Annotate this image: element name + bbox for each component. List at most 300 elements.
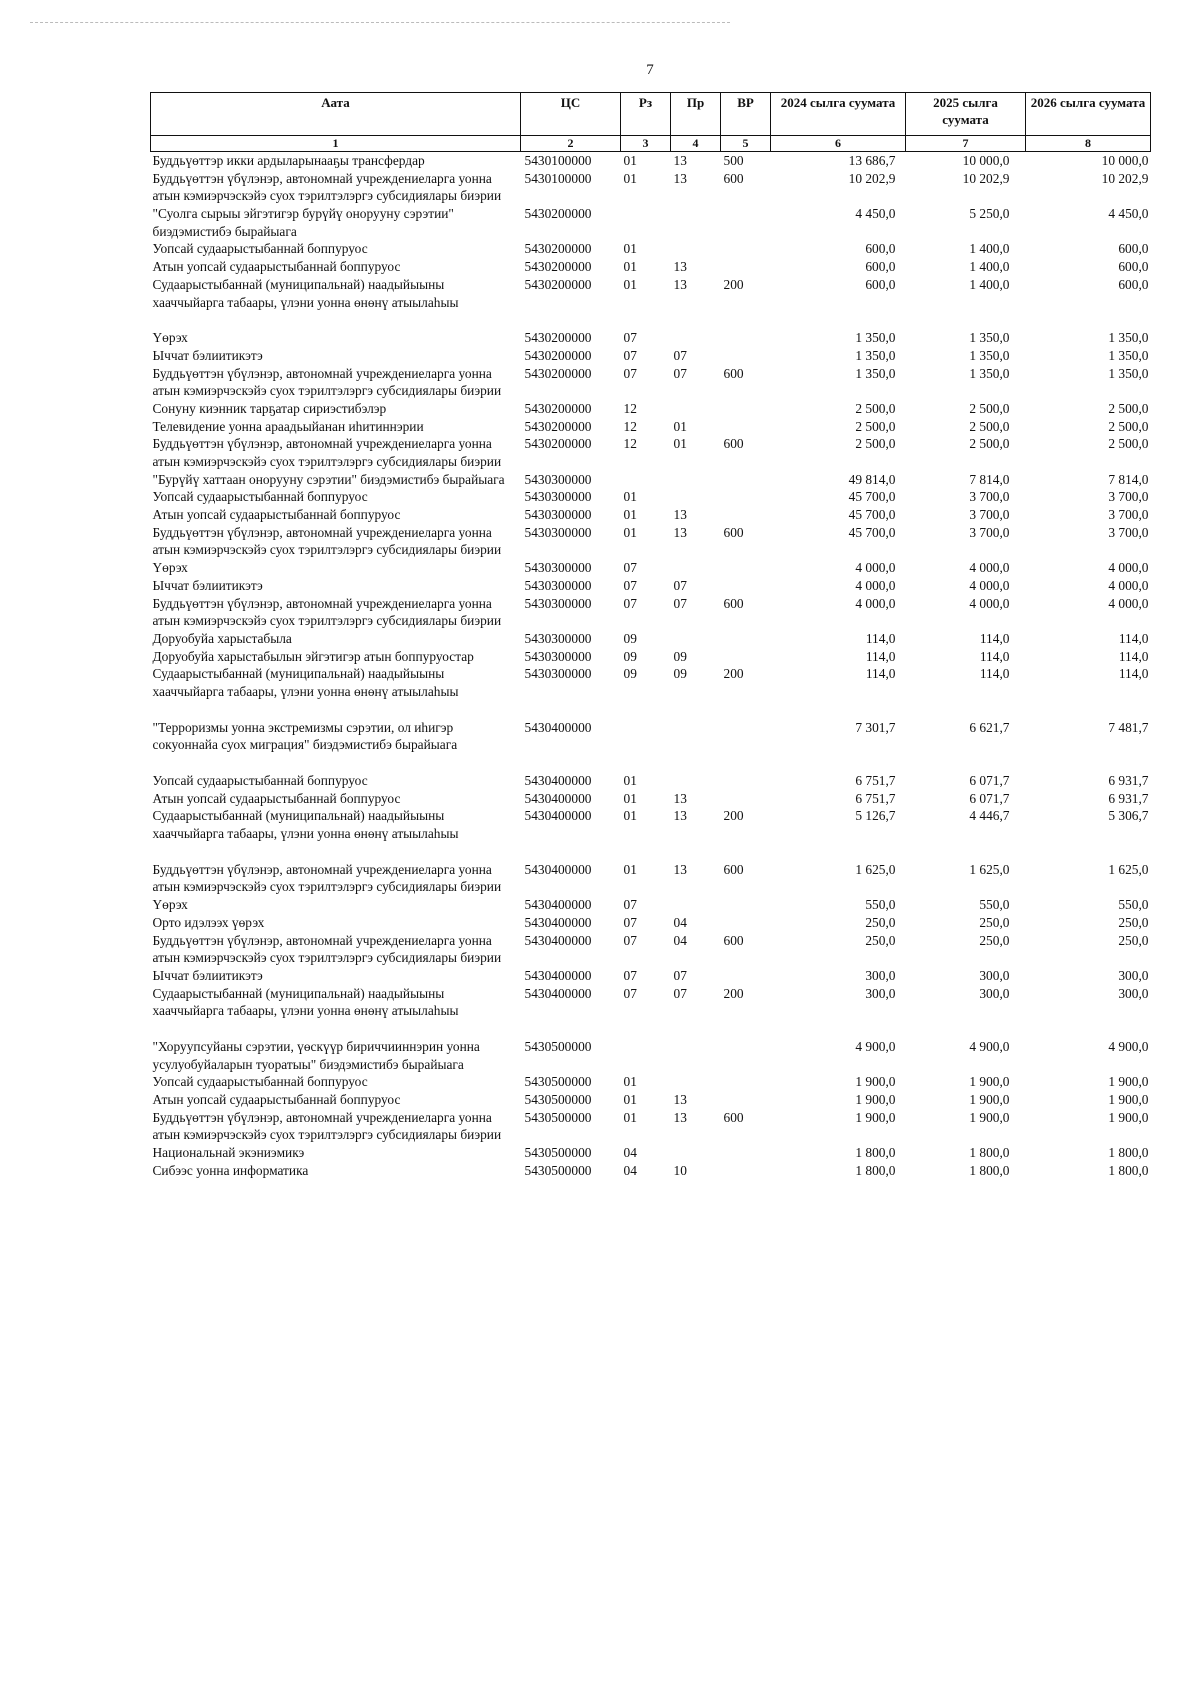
row-rz-code: 01 xyxy=(623,241,637,257)
row-name: Буддьүөттэн үбүлэнэр, автономнай учреждениеларга уонна атын кэмиэрчэскэйэ суох тэрилтэлэргэ субсидиялары биэрии xyxy=(152,595,502,629)
row-cs-code: 5430300000 xyxy=(524,489,592,505)
row-rz-code: 01 xyxy=(623,773,637,788)
row-name: Үөрэх xyxy=(152,330,188,346)
row-rz-code: 07 xyxy=(623,595,637,611)
row-vr-code: 600 xyxy=(723,365,744,381)
row-amount-2026: 300,0 xyxy=(1118,985,1149,1001)
row-pr-code: 13 xyxy=(673,507,687,523)
table-row xyxy=(151,400,1151,418)
row-vr-code: 200 xyxy=(723,666,744,682)
row-cs-code: 5430400000 xyxy=(524,967,592,983)
table-row xyxy=(151,1038,1151,1073)
row-rz-code: 07 xyxy=(623,897,637,913)
row-pr-code xyxy=(671,1073,721,1091)
row-pr-code: 09 xyxy=(673,648,687,664)
row-vr-code xyxy=(721,1073,771,1091)
row-pr-code: 13 xyxy=(673,170,687,186)
table-header xyxy=(151,93,1151,152)
row-amount-2024: 2 500,0 xyxy=(855,418,896,434)
row-cs-code: 5430200000 xyxy=(524,365,592,381)
column-number: 8 xyxy=(1026,136,1151,152)
row-amount-2024: 10 202,9 xyxy=(848,170,896,186)
table-row xyxy=(151,807,1151,860)
row-amount-2024: 1 900,0 xyxy=(855,1074,896,1090)
row-rz-code: 01 xyxy=(623,1109,637,1125)
row-amount-2024: 6 751,7 xyxy=(855,790,896,806)
row-cs-code: 5430200000 xyxy=(524,400,592,416)
column-number: 6 xyxy=(771,136,906,152)
row-amount-2026: 1 625,0 xyxy=(1108,861,1149,877)
row-vr-code: 200 xyxy=(723,276,744,292)
row-cs-code: 5430400000 xyxy=(524,773,592,788)
row-vr-code xyxy=(721,347,771,365)
row-amount-2026: 600,0 xyxy=(1118,259,1149,275)
row-rz-code: 07 xyxy=(623,967,637,983)
row-cs-code: 5430500000 xyxy=(524,1162,592,1178)
row-vr-code xyxy=(721,1144,771,1162)
header-name: Аата xyxy=(151,93,521,136)
table-row xyxy=(151,506,1151,524)
row-amount-2026: 10 202,9 xyxy=(1101,170,1149,186)
row-pr-code xyxy=(671,329,721,347)
row-amount-2025: 4 000,0 xyxy=(969,560,1010,576)
row-pr-code: 07 xyxy=(673,365,687,381)
row-amount-2025: 550,0 xyxy=(979,897,1010,913)
row-name: Судаарыстыбаннай (муниципальнай) наадыйыыны хааччыйарга табаары, үлэни уонна өнөнү атыылаhыы xyxy=(152,276,459,310)
row-name: Телевидение уонна араадьыйанан иhитиннэрии xyxy=(152,418,424,434)
row-amount-2024: 1 350,0 xyxy=(855,347,896,363)
row-rz-code: 01 xyxy=(623,276,637,292)
row-vr-code xyxy=(721,790,771,808)
row-cs-code: 5430500000 xyxy=(524,1074,592,1090)
row-vr-code xyxy=(721,1162,771,1180)
row-rz-code: 04 xyxy=(623,1145,637,1161)
row-amount-2026: 114,0 xyxy=(1118,648,1149,664)
row-cs-code: 5430300000 xyxy=(524,648,592,664)
row-amount-2024: 4 900,0 xyxy=(855,1038,896,1054)
row-cs-code: 5430300000 xyxy=(524,577,592,593)
row-cs-code: 5430200000 xyxy=(524,418,592,434)
table-row xyxy=(151,577,1151,595)
row-rz-code: 07 xyxy=(623,914,637,930)
row-amount-2026: 6 931,7 xyxy=(1108,790,1149,806)
row-rz-code: 01 xyxy=(623,153,637,168)
row-cs-code: 5430400000 xyxy=(524,897,592,913)
row-vr-code xyxy=(721,418,771,436)
row-amount-2024: 2 500,0 xyxy=(855,436,896,452)
row-name: Атын уопсай судаарыстыбаннай боппуруос xyxy=(152,1092,401,1107)
row-name: "Терроризмы уонна экстремизмы сэрэтии, ол иhигэр сокуоннайа суох миграция" биэдэмистибэ бырайыага xyxy=(152,719,458,753)
row-name: Буддьүөттэн үбүлэнэр, автономнай учреждениеларга уонна атын кэмиэрчэскэйэ суох тэрилтэлэргэ субсидиялары биэрии xyxy=(152,524,502,558)
row-cs-code: 5430200000 xyxy=(524,330,592,346)
row-vr-code: 500 xyxy=(723,153,744,168)
scan-artifact-line xyxy=(30,22,730,23)
row-amount-2024: 250,0 xyxy=(865,932,896,948)
row-amount-2026: 6 931,7 xyxy=(1108,773,1149,788)
row-amount-2024: 300,0 xyxy=(865,967,896,983)
row-rz-code: 07 xyxy=(623,365,637,381)
row-name: "Хоруупсуйаны сэрэтии, үөскүүр бириччииннэрин уонна усулуобуйаларын туоратыы" биэдэмистибэ бырайыага xyxy=(152,1038,480,1072)
row-name: Сибээс уонна информатика xyxy=(152,1162,309,1178)
column-number: 5 xyxy=(721,136,771,152)
row-rz-code: 01 xyxy=(623,1074,637,1090)
row-cs-code: 5430300000 xyxy=(524,471,592,487)
row-amount-2025: 4 000,0 xyxy=(969,595,1010,611)
row-amount-2026: 2 500,0 xyxy=(1108,400,1149,416)
row-amount-2024: 13 686,7 xyxy=(848,153,896,168)
row-amount-2026: 114,0 xyxy=(1118,630,1149,646)
row-cs-code: 5430200000 xyxy=(524,241,592,257)
row-vr-code xyxy=(721,577,771,595)
row-rz-code xyxy=(621,205,671,240)
row-pr-code: 13 xyxy=(673,153,687,168)
row-amount-2025: 1 350,0 xyxy=(969,347,1010,363)
row-name: Атын уопсай судаарыстыбаннай боппуруос xyxy=(152,259,401,275)
row-amount-2024: 600,0 xyxy=(865,241,896,257)
row-name: Судаарыстыбаннай (муниципальнай) наадыйыыны хааччыйарга табаары, үлэни уонна өнөнү атыылаhыы xyxy=(152,666,459,699)
column-number: 4 xyxy=(671,136,721,152)
table-row xyxy=(151,329,1151,347)
row-amount-2025: 3 700,0 xyxy=(969,489,1010,505)
row-amount-2025: 2 500,0 xyxy=(969,418,1010,434)
row-rz-code: 12 xyxy=(623,418,637,434)
row-vr-code: 600 xyxy=(723,170,744,186)
row-amount-2024: 4 000,0 xyxy=(855,595,896,611)
row-name: Уопсай судаарыстыбаннай боппуруос xyxy=(152,773,368,788)
row-name: Буддьүөттэн үбүлэнэр, автономнай учреждениеларга уонна атын кэмиэрчэскэйэ суох тэрилтэлэргэ субсидиялары биэрии xyxy=(152,932,502,966)
row-name: Буддьүөттэн үбүлэнэр, автономнай учреждениеларга уонна атын кэмиэрчэскэйэ суох тэрилтэлэргэ субсидиялары биэрии xyxy=(152,1109,502,1143)
row-amount-2025: 1 400,0 xyxy=(969,276,1010,292)
row-amount-2024: 1 350,0 xyxy=(855,330,896,346)
row-cs-code: 5430500000 xyxy=(524,1145,592,1161)
row-pr-code: 13 xyxy=(673,1092,687,1107)
row-vr-code xyxy=(721,1091,771,1109)
row-rz-code: 01 xyxy=(623,808,637,824)
row-rz-code: 09 xyxy=(623,666,637,682)
row-cs-code: 5430400000 xyxy=(524,861,592,877)
row-cs-code: 5430200000 xyxy=(524,436,592,452)
row-vr-code: 600 xyxy=(723,932,744,948)
table-row xyxy=(151,861,1151,896)
table-row xyxy=(151,648,1151,666)
row-amount-2024: 1 800,0 xyxy=(855,1162,896,1178)
row-vr-code: 200 xyxy=(723,985,744,1001)
row-amount-2026: 7 814,0 xyxy=(1108,471,1149,487)
header-pr: Пр xyxy=(671,93,721,136)
table-row xyxy=(151,1162,1151,1180)
row-rz-code xyxy=(621,471,671,489)
row-cs-code: 5430500000 xyxy=(524,1038,592,1054)
row-name: Буддьүөттэн үбүлэнэр, автономнай учреждениеларга уонна атын кэмиэрчэскэйэ суох тэрилтэлэргэ субсидиялары биэрии xyxy=(152,170,502,204)
table-row xyxy=(151,1144,1151,1162)
table-row xyxy=(151,896,1151,914)
row-amount-2024: 4 450,0 xyxy=(855,206,896,222)
row-amount-2024: 2 500,0 xyxy=(855,400,896,416)
budget-table-container xyxy=(150,92,1150,1179)
row-amount-2025: 2 500,0 xyxy=(969,436,1010,452)
row-amount-2024: 550,0 xyxy=(865,897,896,913)
row-pr-code xyxy=(671,719,721,772)
table-row xyxy=(151,152,1151,170)
row-amount-2026: 3 700,0 xyxy=(1108,524,1149,540)
row-pr-code: 07 xyxy=(673,967,687,983)
row-pr-code xyxy=(671,896,721,914)
row-cs-code: 5430300000 xyxy=(524,507,592,523)
page-number: 7 xyxy=(646,62,654,78)
row-amount-2026: 5 306,7 xyxy=(1108,808,1149,824)
row-name: Буддьүөттэр икки ардыларынааҕы трансфердар xyxy=(152,153,425,168)
row-amount-2026: 1 800,0 xyxy=(1108,1145,1149,1161)
table-row xyxy=(151,914,1151,932)
row-rz-code: 09 xyxy=(623,630,637,646)
row-cs-code: 5430400000 xyxy=(524,808,592,824)
table-row xyxy=(151,595,1151,630)
row-amount-2025: 1 900,0 xyxy=(969,1109,1010,1125)
row-rz-code: 04 xyxy=(623,1162,637,1178)
row-vr-code: 600 xyxy=(723,436,744,452)
row-name: Сонуну киэнник тарҕатар сириэстибэлэр xyxy=(152,400,387,416)
row-name: Буддьүөттэн үбүлэнэр, автономнай учреждениеларга уонна атын кэмиэрчэскэйэ суох тэрилтэлэргэ субсидиялары биэрии xyxy=(152,436,502,469)
table-row xyxy=(151,665,1151,718)
row-amount-2025: 1 800,0 xyxy=(969,1162,1010,1178)
row-amount-2025: 2 500,0 xyxy=(969,400,1010,416)
row-amount-2024: 114,0 xyxy=(865,630,896,646)
row-cs-code: 5430400000 xyxy=(524,932,592,948)
row-rz-code: 01 xyxy=(623,861,637,877)
row-pr-code: 07 xyxy=(673,347,687,363)
row-name: Атын уопсай судаарыстыбаннай боппуруос xyxy=(152,507,401,523)
row-amount-2025: 250,0 xyxy=(979,914,1010,930)
row-vr-code xyxy=(721,488,771,506)
column-number: 3 xyxy=(621,136,671,152)
row-amount-2026: 4 900,0 xyxy=(1108,1038,1149,1054)
table-row xyxy=(151,170,1151,205)
row-amount-2025: 6 621,7 xyxy=(969,719,1010,735)
row-amount-2024: 600,0 xyxy=(865,259,896,275)
row-amount-2025: 10 202,9 xyxy=(962,170,1010,186)
row-rz-code: 09 xyxy=(623,648,637,664)
row-vr-code: 600 xyxy=(723,595,744,611)
row-amount-2024: 1 350,0 xyxy=(855,365,896,381)
row-rz-code: 07 xyxy=(623,347,637,363)
row-rz-code: 12 xyxy=(623,400,637,416)
row-pr-code xyxy=(671,630,721,648)
row-name: Судаарыстыбаннай (муниципальнай) наадыйыыны хааччыйарга табаары, үлэни уонна өнөнү атыылаhыы xyxy=(152,985,459,1019)
row-pr-code: 13 xyxy=(673,524,687,540)
table-row xyxy=(151,559,1151,577)
table-row xyxy=(151,1073,1151,1091)
header-2026: 2026 сылга суумата xyxy=(1026,93,1151,136)
header-2025: 2025 сылга суумата xyxy=(906,93,1026,136)
row-name: Ыччат бэлиитикэтэ xyxy=(152,577,263,593)
row-amount-2025: 1 900,0 xyxy=(969,1074,1010,1090)
row-name: Судаарыстыбаннай (муниципальнай) наадыйыыны хааччыйарга табаары, үлэни уонна өнөнү атыылаhыы xyxy=(152,808,459,842)
row-amount-2024: 5 126,7 xyxy=(855,808,896,824)
row-vr-code xyxy=(721,630,771,648)
row-cs-code: 5430400000 xyxy=(524,719,592,735)
header-2024: 2024 сылга суумата xyxy=(771,93,906,136)
row-amount-2024: 114,0 xyxy=(865,666,896,682)
row-name: Орто идэлээх үөрэх xyxy=(152,914,265,930)
row-rz-code xyxy=(621,719,671,772)
row-name: Уопсай судаарыстыбаннай боппуруос xyxy=(152,489,368,505)
row-amount-2025: 3 700,0 xyxy=(969,524,1010,540)
row-amount-2025: 6 071,7 xyxy=(969,790,1010,806)
row-cs-code: 5430300000 xyxy=(524,595,592,611)
row-pr-code: 13 xyxy=(673,790,687,806)
row-rz-code: 12 xyxy=(623,436,637,452)
row-vr-code xyxy=(721,471,771,489)
row-name: "Бурүйү хаттаан онорууну сэрэтии" биэдэмистибэ бырайыага xyxy=(152,471,505,487)
row-amount-2026: 550,0 xyxy=(1118,897,1149,913)
row-amount-2025: 1 900,0 xyxy=(969,1092,1010,1107)
row-cs-code: 5430300000 xyxy=(524,666,592,682)
table-row xyxy=(151,418,1151,436)
row-cs-code: 5430200000 xyxy=(524,259,592,275)
row-amount-2026: 600,0 xyxy=(1118,241,1149,257)
table-row xyxy=(151,630,1151,648)
row-name: Буддьүөттэн үбүлэнэр, автономнай учреждениеларга уонна атын кэмиэрчэскэйэ суох тэрилтэлэргэ субсидиялары биэрии xyxy=(152,861,502,895)
row-name: Национальнай экэниэмикэ xyxy=(152,1145,305,1161)
row-pr-code: 01 xyxy=(673,418,687,434)
row-name: Үөрэх xyxy=(152,560,188,576)
row-rz-code: 07 xyxy=(623,577,637,593)
row-amount-2025: 300,0 xyxy=(979,967,1010,983)
row-amount-2026: 1 350,0 xyxy=(1108,347,1149,363)
row-pr-code xyxy=(671,1144,721,1162)
table-row xyxy=(151,985,1151,1038)
table-row xyxy=(151,790,1151,808)
row-pr-code xyxy=(671,400,721,418)
row-cs-code: 5430300000 xyxy=(524,560,592,576)
row-amount-2026: 300,0 xyxy=(1118,967,1149,983)
row-amount-2024: 1 900,0 xyxy=(855,1092,896,1107)
row-amount-2025: 4 446,7 xyxy=(969,808,1010,824)
row-rz-code: 01 xyxy=(623,259,637,275)
row-pr-code xyxy=(671,488,721,506)
table-row xyxy=(151,967,1151,985)
row-amount-2026: 1 900,0 xyxy=(1108,1109,1149,1125)
row-vr-code: 200 xyxy=(723,808,744,824)
row-vr-code xyxy=(721,896,771,914)
row-amount-2025: 250,0 xyxy=(979,932,1010,948)
row-name: Ыччат бэлиитикэтэ xyxy=(152,347,263,363)
row-amount-2024: 4 000,0 xyxy=(855,577,896,593)
row-pr-code: 09 xyxy=(673,666,687,682)
row-amount-2026: 4 000,0 xyxy=(1108,560,1149,576)
row-amount-2025: 1 625,0 xyxy=(969,861,1010,877)
row-rz-code: 07 xyxy=(623,932,637,948)
row-rz-code: 01 xyxy=(623,489,637,505)
table-row xyxy=(151,1091,1151,1109)
row-rz-code: 07 xyxy=(623,985,637,1001)
row-cs-code: 5430300000 xyxy=(524,524,592,540)
row-amount-2026: 1 900,0 xyxy=(1108,1092,1149,1107)
row-amount-2026: 3 700,0 xyxy=(1108,507,1149,523)
row-amount-2024: 45 700,0 xyxy=(848,507,896,523)
row-amount-2024: 4 000,0 xyxy=(855,560,896,576)
row-rz-code: 01 xyxy=(623,524,637,540)
row-pr-code: 10 xyxy=(673,1162,687,1178)
row-vr-code xyxy=(721,1038,771,1073)
row-amount-2024: 7 301,7 xyxy=(855,719,896,735)
row-amount-2025: 114,0 xyxy=(979,666,1010,682)
row-amount-2025: 7 814,0 xyxy=(969,471,1010,487)
row-vr-code xyxy=(721,559,771,577)
row-vr-code xyxy=(721,205,771,240)
row-amount-2026: 1 350,0 xyxy=(1108,365,1149,381)
row-amount-2025: 6 071,7 xyxy=(969,773,1010,788)
row-cs-code: 5430100000 xyxy=(524,153,592,168)
row-pr-code: 13 xyxy=(673,276,687,292)
row-amount-2026: 600,0 xyxy=(1118,276,1149,292)
table-row xyxy=(151,240,1151,258)
table-row xyxy=(151,1109,1151,1144)
row-cs-code: 5430500000 xyxy=(524,1092,592,1107)
row-vr-code: 600 xyxy=(723,1109,744,1125)
row-rz-code: 01 xyxy=(623,507,637,523)
row-cs-code: 5430400000 xyxy=(524,790,592,806)
budget-table xyxy=(150,92,1151,1179)
row-vr-code xyxy=(721,506,771,524)
row-amount-2026: 4 000,0 xyxy=(1108,577,1149,593)
row-amount-2025: 10 000,0 xyxy=(962,153,1010,168)
row-pr-code: 13 xyxy=(673,861,687,877)
row-vr-code xyxy=(721,258,771,276)
row-cs-code: 5430200000 xyxy=(524,347,592,363)
row-vr-code xyxy=(721,240,771,258)
row-amount-2026: 4 450,0 xyxy=(1108,206,1149,222)
row-amount-2025: 1 800,0 xyxy=(969,1145,1010,1161)
row-amount-2024: 250,0 xyxy=(865,914,896,930)
row-pr-code: 13 xyxy=(673,259,687,275)
row-pr-code xyxy=(671,1038,721,1073)
row-name: Доруобуйа харыстабылын эйгэтигэр атын боппуруостар xyxy=(152,648,474,664)
row-amount-2024: 45 700,0 xyxy=(848,489,896,505)
row-amount-2024: 1 625,0 xyxy=(855,861,896,877)
row-rz-code: 07 xyxy=(623,560,637,576)
row-amount-2026: 4 000,0 xyxy=(1108,595,1149,611)
row-vr-code xyxy=(721,648,771,666)
row-pr-code xyxy=(671,471,721,489)
row-rz-code: 01 xyxy=(623,170,637,186)
table-row xyxy=(151,347,1151,365)
row-rz-code xyxy=(621,1038,671,1073)
row-vr-code: 600 xyxy=(723,524,744,540)
row-cs-code: 5430300000 xyxy=(524,630,592,646)
row-name: Уопсай судаарыстыбаннай боппуруос xyxy=(152,241,368,257)
row-amount-2025: 5 250,0 xyxy=(969,206,1010,222)
row-cs-code: 5430400000 xyxy=(524,985,592,1001)
row-pr-code xyxy=(671,240,721,258)
row-pr-code xyxy=(671,559,721,577)
column-number: 7 xyxy=(906,136,1026,152)
row-amount-2024: 1 800,0 xyxy=(855,1145,896,1161)
row-amount-2024: 300,0 xyxy=(865,985,896,1001)
table-row xyxy=(151,772,1151,790)
row-pr-code: 04 xyxy=(673,932,687,948)
row-cs-code: 5430100000 xyxy=(524,170,592,186)
row-pr-code xyxy=(671,772,721,790)
row-name: Доруобуйа харыстабыла xyxy=(152,630,292,646)
column-number: 1 xyxy=(151,136,521,152)
row-amount-2026: 3 700,0 xyxy=(1108,489,1149,505)
row-vr-code xyxy=(721,772,771,790)
table-row xyxy=(151,932,1151,967)
row-cs-code: 5430200000 xyxy=(524,276,592,292)
row-amount-2026: 10 000,0 xyxy=(1101,153,1149,168)
row-amount-2026: 2 500,0 xyxy=(1108,418,1149,434)
